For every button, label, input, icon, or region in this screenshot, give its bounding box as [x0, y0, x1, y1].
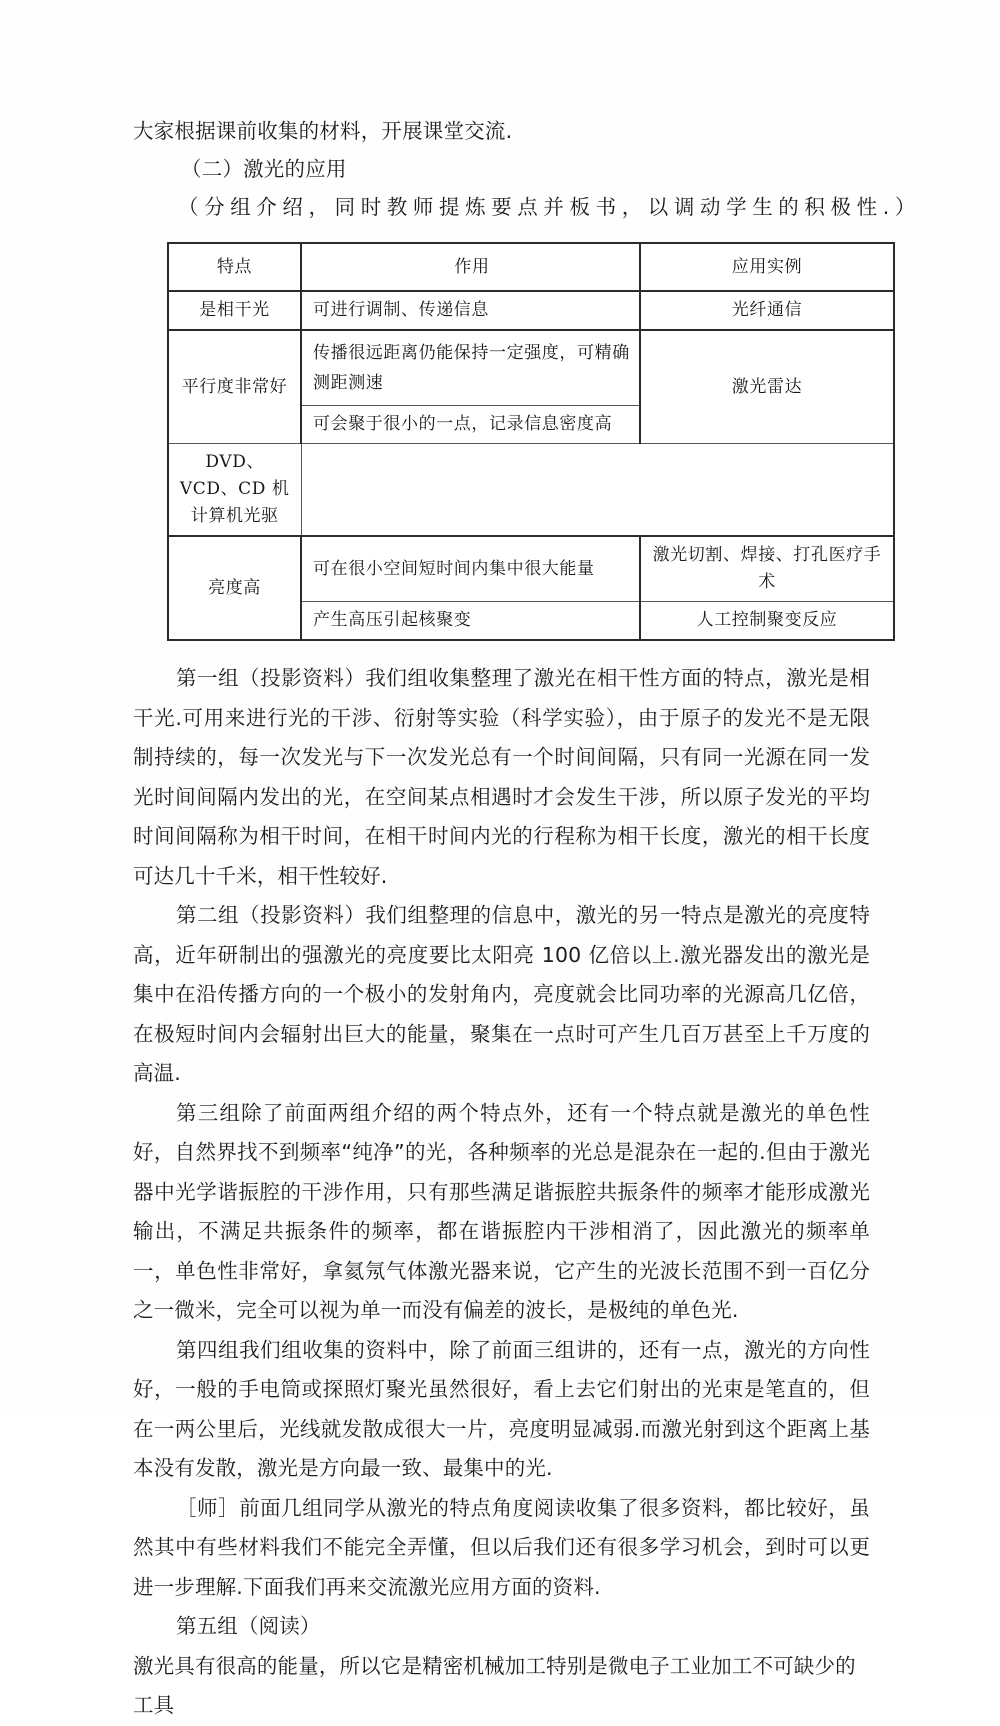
- cell-example-focus: DVD、VCD、CD 机计算机光驱: [168, 444, 301, 537]
- table-row: [168, 330, 894, 406]
- cell-example-brightness-1: 激光切割、焊接、打孔医疗手术: [640, 536, 894, 602]
- paragraph-group-3: 第三组除了前面两组介绍的两个特点外，还有一个特点就是激光的单色性好，自然界找不到频率“纯净”的光，各种频率的光总是混杂在一起的.但由于激光器中光学谐振腔的干涉作用，只有那些满足谐振腔共振条件的频率才能形成激光输出，不满足共振条件的频率，都在谐振腔内干涉相消了，因此激光的频率单一，单色性非常好，拿氦氖气体激光器来说，它产生的光波长范围不到一百亿分之一微米，完全可以视为单一而没有偏差的波长，是极纯的单色光.: [133, 1100, 870, 1322]
- cell-feature-parallel: 平行度非常好: [168, 330, 301, 444]
- paragraph-group-5-body: 激光具有很高的能量，所以它是精密机械加工特别是微电子工业加工不可缺少的工具: [133, 1653, 856, 1717]
- header-cell-effect: 作用: [301, 243, 640, 291]
- cell-example-coherent: 光纤通信: [640, 291, 894, 330]
- intro-line-note: （分组介绍，同时教师提炼要点并板书，以调动学生的积极性.）: [178, 195, 921, 219]
- cell-effect-brightness-1: 可在很小空间短时间内集中很大能量: [301, 536, 640, 602]
- laser-properties-table: [167, 242, 895, 641]
- cell-example-brightness-2: 人工控制聚变反应: [640, 602, 894, 641]
- cell-feature-brightness: 亮度高: [168, 536, 301, 640]
- cell-effect-brightness-2: 产生高压引起核聚变: [301, 602, 640, 641]
- table-row: [168, 291, 894, 330]
- cell-effect-parallel-2: 可会聚于很小的一点，记录信息密度高: [301, 406, 640, 444]
- body-paragraphs: [133, 659, 870, 1726]
- paragraph-group-5-title: 第五组（阅读）: [176, 1614, 321, 1638]
- laser-table-wrapper: [167, 242, 882, 641]
- paragraph-teacher: ［师］前面几组同学从激光的特点角度阅读收集了很多资料，都比较好，虽然其中有些材料我们不能完全弄懂，但以后我们还有很多学习机会，到时可以更进一步理解.下面我们再来交流激光应用方面的资料.: [133, 1495, 870, 1599]
- table-row: [168, 444, 894, 537]
- header-cell-feature: 特点: [168, 243, 301, 291]
- cell-feature-coherent: 是相干光: [168, 291, 301, 330]
- intro-line-section-heading: （二）激光的应用: [181, 157, 347, 181]
- document-content: [133, 112, 921, 1726]
- paragraph-group-2: 第二组（投影资料）我们组整理的信息中，激光的另一特点是激光的亮度特高，近年研制出的强激光的亮度要比太阳亮 100 亿倍以上.激光器发出的激光是集中在沿传播方向的一个极小的发射角内，亮度就会比同功率的光源高几亿倍，在极短时间内会辐射出巨大的能量，聚集在一点时可产生几百万甚至上千万度的高温.: [133, 903, 871, 1085]
- header-cell-example: 应用实例: [640, 243, 894, 291]
- table-header-row: [168, 243, 894, 291]
- cell-effect-parallel-1: 传播很远距离仍能保持一定强度，可精确测距测速: [301, 330, 640, 406]
- cell-example-parallel: 激光雷达: [640, 330, 894, 444]
- cell-effect-coherent: 可进行调制、传递信息: [301, 291, 640, 330]
- paragraph-group-4: 第四组我们组收集的资料中，除了前面三组讲的，还有一点，激光的方向性好，一般的手电筒或探照灯聚光虽然很好，看上去它们射出的光束是笔直的，但在一两公里后，光线就发散成很大一片，亮度明显减弱.而激光射到这个距离上基本没有发散，激光是方向最一致、最集中的光.: [133, 1337, 870, 1480]
- paragraph-group-1: 第一组（投影资料）我们组收集整理了激光在相干性方面的特点，激光是相干光.可用来进行光的干涉、衍射等实验（科学实验），由于原子的发光不是无限制持续的，每一次发光与下一次发光总有一个时间间隔，只有同一光源在同一发光时间间隔内发出的光，在空间某点相遇时才会发生干涉，所以原子发光的平均时间间隔称为相干时间，在相干时间内光的行程称为相干长度，激光的相干长度可达几十千米，相干性较好.: [133, 666, 870, 888]
- intro-line-1: 大家根据课前收集的材料，开展课堂交流.: [133, 119, 513, 143]
- table-row: [168, 536, 894, 602]
